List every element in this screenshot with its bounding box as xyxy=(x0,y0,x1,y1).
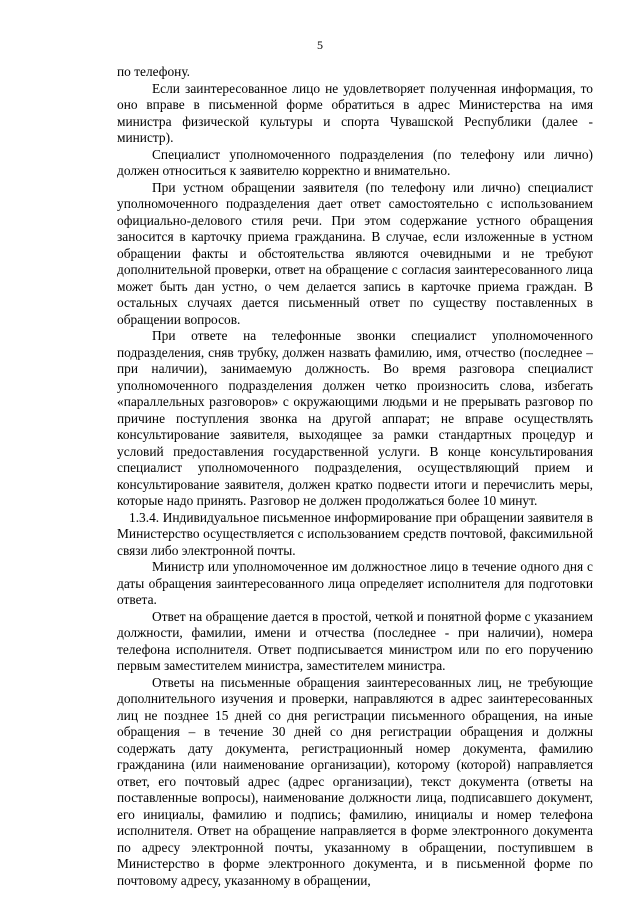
paragraph-response-deadlines: Ответы на письменные обращения заинтересованных лиц, не требующие дополнительного изучения и проверки, направляются в адрес заинтересованных лиц не позднее 15 дней со дня регистрации письменного обращения, на иные обращения – в течение 30 дней со дня регистрации обращения и должны содержать дату документа, регистрационный номер документа, фамилию гражданина (или наименование организации), которому (которой) направляется ответ, его почтовый адрес (адрес организации), текст документа (ответы на поставленные вопросы), наименование должности лица, подписавшего документ, его инициалы, фамилию и подпись; фамилию, инициалы и номер телефона исполнителя. Ответ на обращение направляется в форме электронного документа по адресу электронной почты, указанному в обращении, поступившем в Министерство в форме электронного документа, и в письменной форме по почтовому адресу, указанному в обращении, xyxy=(117,674,593,888)
paragraph-phone-calls: При ответе на телефонные звонки специалист уполномоченного подразделения, сняв трубку, должен назвать фамилию, имя, отчество (последнее – при наличии), занимаемую должность. Во время разговора специалист уполномоченного подразделения должен четко произносить слова, избегать «параллельных разговоров» с окружающими людьми и не прерывать разговор по причине поступления звонка на другой аппарат; не вправе осуществлять консультирование заявителя, выходящее за рамки стандартных процедур и условий предоставления государственной услуги. В конце консультирования специалист уполномоченного подразделения, осуществляющий прием и консультирование заявителя, должен кратко подвести итоги и перечислить меры, которые надо принять. Разговор не должен продолжаться более 10 минут. xyxy=(117,328,593,508)
paragraph-section-1-3-4: 1.3.4. Индивидуальное письменное информирование при обращении заявителя в Министерство осуществляется с использованием средств почтовой, факсимильной связи либо электронной почты. xyxy=(117,509,593,558)
paragraph-executor-assignment: Министр или уполномоченное им должностное лицо в течение одного дня с даты обращения заинтересованного лица определяет исполнителя для подготовки ответа. xyxy=(117,559,593,607)
paragraph-oral-appeal: При устном обращении заявителя (по телефону или лично) специалист уполномоченного подразделения дает ответ самостоятельно с использованием официально-делового стиля речи. При этом содержание устного обращения заносится в карточку приема гражданина. В случае, если изложенные в устном обращении факты и обстоятельства являются очевидными и не требуют дополнительной проверки, ответ на обращение с согласия заинтересованного лица может быть дан устно, о чем делается запись в карточке приема граждан. В остальных случаях дается письменный ответ по существу поставленных в обращении вопросов. xyxy=(117,179,593,327)
paragraph-appeal-to-minister: Если заинтересованное лицо не удовлетворяет полученная информация, то оно вправе в письменной форме обратиться в адрес Министерства на имя министра физической культуры и спорта Чувашской Республики (далее - министр). xyxy=(117,80,593,145)
page-number: 5 xyxy=(317,38,323,52)
body-text xyxy=(117,64,593,889)
paragraph-specialist-conduct: Специалист уполномоченного подразделения (по телефону или лично) должен относиться к заявителю корректно и внимательно. xyxy=(117,146,593,178)
paragraph-continuation: по телефону. xyxy=(117,64,191,79)
paragraph-response-form: Ответ на обращение дается в простой, четкой и понятной форме с указанием должности, фамилии, имени и отчества (последнее - при наличии), номера телефона исполнителя. Ответ подписывается министром или по его поручению первым заместителем министра, заместителем министра. xyxy=(117,608,593,673)
